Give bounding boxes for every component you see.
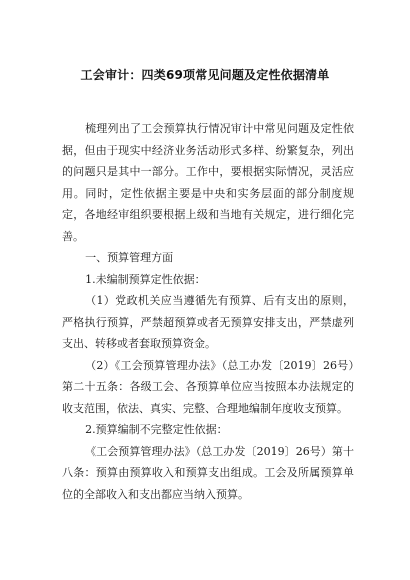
item-2-basis: 《工会预算管理办法》（总工办发〔2019〕26号）第十八条：预算由预算收入和预算支出组成。工会及所属预算单位的全部收入和支出都应当纳入预算。 (62, 444, 354, 501)
intro-paragraph: 梳理列出了工会预算执行情况审计中常见问题及定性依据，但由于现实中经济业务活动形式多样、纷繁复杂，列出的问题只是其中一部分。工作中，要根据实际情况，灵活应用。同时，定性依据主要是中央和实务层面的部分制度规定，各地经审组织要根据上级和当地有关规定，进行细化完善。 (62, 122, 354, 243)
document-title: 工会审计：四类69项常见问题及定性依据清单 (80, 68, 330, 82)
section-heading-budget: 一、预算管理方面 (85, 251, 174, 264)
document-body (62, 118, 354, 505)
item-1-basis-2: （2）《工会预算管理办法》（总工办发〔2019〕26号）第二十五条：各级工会、各预算单位应当按照本办法规定的收支范围，依法、真实、完整、合理地编制年度收支预算。 (62, 358, 354, 415)
item-1-basis-1: （1）党政机关应当遵循先有预算、后有支出的原则，严格执行预算，严禁超预算或者无预算安排支出，严禁虚列支出、转移或者套取预算资金。 (62, 294, 354, 350)
item-heading-2: 2.预算编制不完整定性依据： (85, 423, 228, 436)
item-heading-1: 1.未编制预算定性依据： (85, 272, 206, 286)
